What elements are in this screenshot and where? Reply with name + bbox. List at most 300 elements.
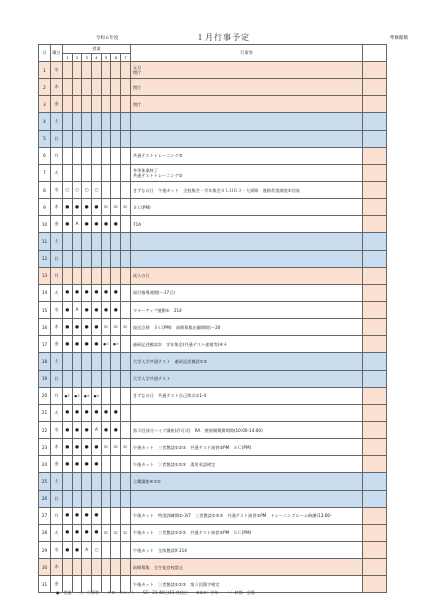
period-cell: ●② [111,336,121,353]
event-text: 放送点検 ＳＣ(PM) 前期募集出願期間(～20 [132,324,221,330]
period-cell [101,181,111,198]
period-cell [63,130,73,147]
period-cell [101,387,111,404]
day-row [39,301,387,318]
day-number: 28 [39,524,51,541]
period-cell: SC [121,524,131,541]
period-cell [101,370,111,387]
period-cell: SC [101,319,111,336]
events-cell [130,164,362,181]
period-cell [63,490,73,507]
period-cell [121,233,131,250]
period-cell: ● [92,216,102,233]
event-text: 大学入学共通テスト [132,376,171,382]
day-number: 22 [39,421,51,438]
notes-cell [362,147,386,164]
day-number: 29 [39,541,51,558]
period-cell: SC [101,199,111,216]
day-number: 17 [39,336,51,353]
events-cell [130,267,362,284]
weekday: 金 [51,456,63,473]
period-4: 4 [92,54,102,62]
period-cell [121,353,131,370]
weekday: 水 [51,541,63,558]
period-cell: ● [92,507,102,524]
period-cell: ● [72,336,82,353]
period-cell [82,113,92,130]
notes-cell [362,216,386,233]
notes-cell [362,233,386,250]
col-extra [362,45,386,62]
day-number: 14 [39,284,51,301]
event-text: 共通テストトレーニング③ [132,153,183,159]
notes-cell [362,250,386,267]
period-cell [111,62,121,79]
weekday: 月 [51,147,63,164]
day-number: 23 [39,439,51,456]
notes-cell [362,404,386,421]
period-cell [101,267,111,284]
period-cell [101,130,111,147]
weekday: 水 [51,301,63,318]
school-name: 準修館敬 [390,36,408,41]
day-number: 24 [39,456,51,473]
period-cell [82,490,92,507]
period-cell: SC [111,319,121,336]
period-cell [111,233,121,250]
notes-cell [362,113,386,130]
period-cell [111,250,121,267]
notes-cell [362,62,386,79]
period-cell: ● [72,456,82,473]
period-cell [101,559,111,576]
period-cell [101,507,111,524]
period-cell [111,164,121,181]
notes-cell [362,439,386,456]
day-number: 26 [39,490,51,507]
period-cell [101,490,111,507]
period-cell [121,96,131,113]
events-cell [130,301,362,318]
events-cell [130,473,362,490]
day-number: 8 [39,181,51,198]
period-3: 3 [82,54,92,62]
events-cell [130,233,362,250]
period-cell: SC [111,199,121,216]
weekday: 金 [51,336,63,353]
page-header [0,0,424,44]
notes-cell [362,421,386,438]
day-row [39,404,387,421]
period-cell [92,473,102,490]
period-cell: ● [82,524,92,541]
day-number: 31 [39,576,51,593]
period-cell [82,62,92,79]
event-text: 閉庁 [132,84,142,90]
event-text: 第３回部分ハイグ講座(許可式) RA 壁新聞掲揚期間(10:00-14:00) [132,427,263,433]
notes-cell [362,507,386,524]
period-cell [121,284,131,301]
col-day: 日 [39,45,51,62]
period-cell: ● [92,301,102,318]
period-cell [82,370,92,387]
period-1: 1 [63,54,73,62]
period-cell: ● [101,216,111,233]
period-cell: ● [63,284,73,301]
period-cell [101,113,111,130]
event-text: ＳＣ(PM) [132,204,151,210]
day-number: 7 [39,164,51,181]
period-cell [82,79,92,96]
period-cell [72,96,82,113]
events-cell [130,387,362,404]
period-cell [111,507,121,524]
notes-cell [362,96,386,113]
period-cell: ● [72,284,82,301]
period-cell [111,130,121,147]
period-7: 7 [121,54,131,62]
day-number: 6 [39,147,51,164]
period-cell: SC [111,524,121,541]
events-cell [130,319,362,336]
weekday: 日 [51,250,63,267]
notes-cell [362,473,386,490]
event-text: マナーアップ運動① 214 [132,307,182,313]
period-cell [72,79,82,96]
day-row [39,353,387,370]
events-cell [130,336,362,353]
events-cell [130,370,362,387]
period-cell [63,62,73,79]
notes-cell [362,130,386,147]
period-cell: ●② [72,387,82,404]
period-cell [92,370,102,387]
period-cell [72,267,82,284]
period-cell [92,267,102,284]
period-cell [72,370,82,387]
period-cell: ● [82,199,92,216]
events-cell [130,421,362,438]
day-number: 11 [39,233,51,250]
period-cell [82,267,92,284]
day-row [39,216,387,233]
period-cell: ○ [82,181,92,198]
period-cell: ● [92,404,102,421]
period-cell: ● [92,524,102,541]
day-number: 18 [39,353,51,370]
period-cell [82,164,92,181]
period-cell: ● [92,456,102,473]
weekday: 土 [51,113,63,130]
period-cell: A [72,216,82,233]
day-row [39,79,387,96]
period-cell [121,404,131,421]
weekday: 土 [51,233,63,250]
events-cell [130,147,362,164]
period-cell [72,490,82,507]
period-cell: ● [111,284,121,301]
day-number: 16 [39,319,51,336]
weekday: 木 [51,439,63,456]
period-cell: ● [82,216,92,233]
period-cell: ● [92,439,102,456]
day-number: 15 [39,301,51,318]
period-cell [111,353,121,370]
period-cell: ●① [63,387,73,404]
period-cell: ● [72,404,82,421]
event-text: 午後カット 三者懇談①②③ 共通テスト演習③PM ＳＣ(PM) [132,444,252,450]
period-cell: SC [101,524,111,541]
event-text: 閉庁 [132,70,142,76]
period-6: 6 [111,54,121,62]
period-cell [63,250,73,267]
weekday: 水 [51,62,63,79]
period-cell [82,353,92,370]
period-cell [121,456,131,473]
period-cell [92,490,102,507]
weekday: 日 [51,490,63,507]
day-number: 12 [39,250,51,267]
weekday: 火 [51,404,63,421]
day-row [39,267,387,284]
day-number: 1 [39,62,51,79]
period-cell: ● [63,404,73,421]
notes-cell [362,387,386,404]
day-row [39,233,387,250]
period-cell: ● [92,199,102,216]
day-number: 30 [39,559,51,576]
events-cell [130,96,362,113]
period-cell [72,113,82,130]
period-cell: ● [82,284,92,301]
events-cell [130,439,362,456]
day-row [39,319,387,336]
period-cell [101,79,111,96]
event-text: 午後カット 全体懇談X 214 [132,547,187,553]
period-cell [111,490,121,507]
event-text: 共通テストトレーニング③ [132,172,183,178]
period-cell [101,353,111,370]
event-text: 午後カット 三者懇談①②③ 共通テスト演習③PM ＳＣ(PM) [132,530,252,536]
period-cell: ● [63,524,73,541]
period-cell [121,541,131,558]
period-cell: ● [82,421,92,438]
notes-cell [362,490,386,507]
period-cell [92,147,102,164]
event-text: 元旦 [132,65,142,71]
period-cell [111,473,121,490]
notes-cell [362,267,386,284]
day-row [39,113,387,130]
period-cell: ● [63,216,73,233]
period-cell [63,113,73,130]
period-cell [63,370,73,387]
day-row [39,199,387,216]
period-cell [121,490,131,507]
period-cell: ● [101,301,111,318]
period-cell [63,353,73,370]
period-cell: A [92,421,102,438]
period-cell: ● [111,404,121,421]
period-cell [121,147,131,164]
period-cell [101,456,111,473]
period-cell [63,267,73,284]
day-row [39,507,387,524]
period-cell [92,79,102,96]
day-number: 4 [39,113,51,130]
period-cell [111,387,121,404]
events-cell [130,113,362,130]
period-cell: ● [111,301,121,318]
period-cell: ● [101,421,111,438]
day-row [39,490,387,507]
day-row [39,147,387,164]
period-cell [82,147,92,164]
period-cell [111,96,121,113]
period-cell: ● [63,541,73,558]
notes-cell [362,284,386,301]
period-cell: ●① [101,336,111,353]
event-text: 避研記述模試② 学年集会(共通テスト速報等)④４ [132,341,228,347]
weekday: 月 [51,507,63,524]
period-cell [121,559,131,576]
period-cell [63,147,73,164]
event-text: 前期募集 全生徒登校禁止 [132,564,184,570]
period-cell [92,353,102,370]
day-row [39,456,387,473]
period-cell [92,559,102,576]
period-cell [121,164,131,181]
event-text: 午後カット 三者懇談①②③ 第３回漢字検定 [132,581,220,587]
event-text: きずなの日 午後カット 全校集会・学年集会ＳＬＨＲ３・大掃除 進路希望調査①回収 [132,187,300,193]
event-text: 冬季休業終了 [132,167,159,173]
period-cell: ● [72,319,82,336]
period-cell [101,147,111,164]
period-cell [111,370,121,387]
day-row [39,473,387,490]
period-cell [121,507,131,524]
weekday: 木 [51,199,63,216]
period-cell [111,456,121,473]
period-cell: ● [72,421,82,438]
period-cell: ● [111,421,121,438]
period-cell [121,113,131,130]
period-cell: ● [111,216,121,233]
period-cell: ● [82,456,92,473]
period-cell: ○ [72,181,82,198]
event-text: 午後カット 特別訓練期①-3/7 三者懇談①②③ 共通テスト演習②PM トレーニングルーム修繕(13:00- [132,513,332,519]
events-cell [130,199,362,216]
period-cell [111,181,121,198]
legend: ●：授業 ○：行事等 ＡＢ：カセット SC：21-40日/41-休校日 ①②③：学年 ｜：時間・会場 [56,590,255,595]
day-number: 21 [39,404,51,421]
period-cell [72,473,82,490]
weekday: 月 [51,267,63,284]
period-cell: ● [72,524,82,541]
notes-cell [362,524,386,541]
day-number: 27 [39,507,51,524]
day-row [39,164,387,181]
period-cell [82,473,92,490]
notes-cell [362,301,386,318]
period-cell [121,216,131,233]
weekday: 水 [51,181,63,198]
period-cell [63,79,73,96]
period-cell [82,559,92,576]
day-row [39,96,387,113]
period-cell [111,541,121,558]
day-row [39,524,387,541]
period-cell: ● [63,507,73,524]
period-cell: ● [82,336,92,353]
day-row [39,439,387,456]
day-row [39,559,387,576]
col-events: 行事等 [130,45,362,62]
notes-cell [362,559,386,576]
event-text: 閉庁 [132,101,142,107]
notes-cell [362,181,386,198]
period-cell [101,250,111,267]
period-cell [82,130,92,147]
period-cell [72,353,82,370]
period-2: 2 [72,54,82,62]
period-cell [101,233,111,250]
period-cell [111,267,121,284]
period-cell: ●③ [82,387,92,404]
events-cell [130,79,362,96]
period-cell: ● [82,404,92,421]
period-cell [101,473,111,490]
period-cell: ● [63,319,73,336]
period-cell: ● [72,541,82,558]
events-cell [130,353,362,370]
event-text: 土曜講座④①② [132,478,161,484]
period-cell [121,267,131,284]
day-number: 13 [39,267,51,284]
event-text: 大学入学共通テスト 避研記述模試①② [132,358,208,364]
event-text: 71A [132,221,142,227]
period-cell [121,62,131,79]
period-cell [82,233,92,250]
notes-cell [362,336,386,353]
weekday: 日 [51,370,63,387]
notes-cell [362,164,386,181]
event-text: 面付指導週間(～17日) [132,290,176,296]
period-cell [72,250,82,267]
notes-cell [362,199,386,216]
period-cell [121,473,131,490]
events-cell [130,524,362,541]
events-cell [130,181,362,198]
day-number: 2 [39,79,51,96]
period-cell [121,301,131,318]
period-cell: ● [63,199,73,216]
period-cell: ● [82,507,92,524]
events-cell [130,507,362,524]
period-cell: ● [92,319,102,336]
period-cell: A [82,541,92,558]
period-cell: ● [101,284,111,301]
day-row [39,387,387,404]
weekday: 土 [51,353,63,370]
period-cell [121,79,131,96]
weekday: 火 [51,524,63,541]
day-row [39,62,387,79]
day-number: 19 [39,370,51,387]
schedule-table [38,44,387,593]
period-cell: ● [72,439,82,456]
period-cell [72,147,82,164]
